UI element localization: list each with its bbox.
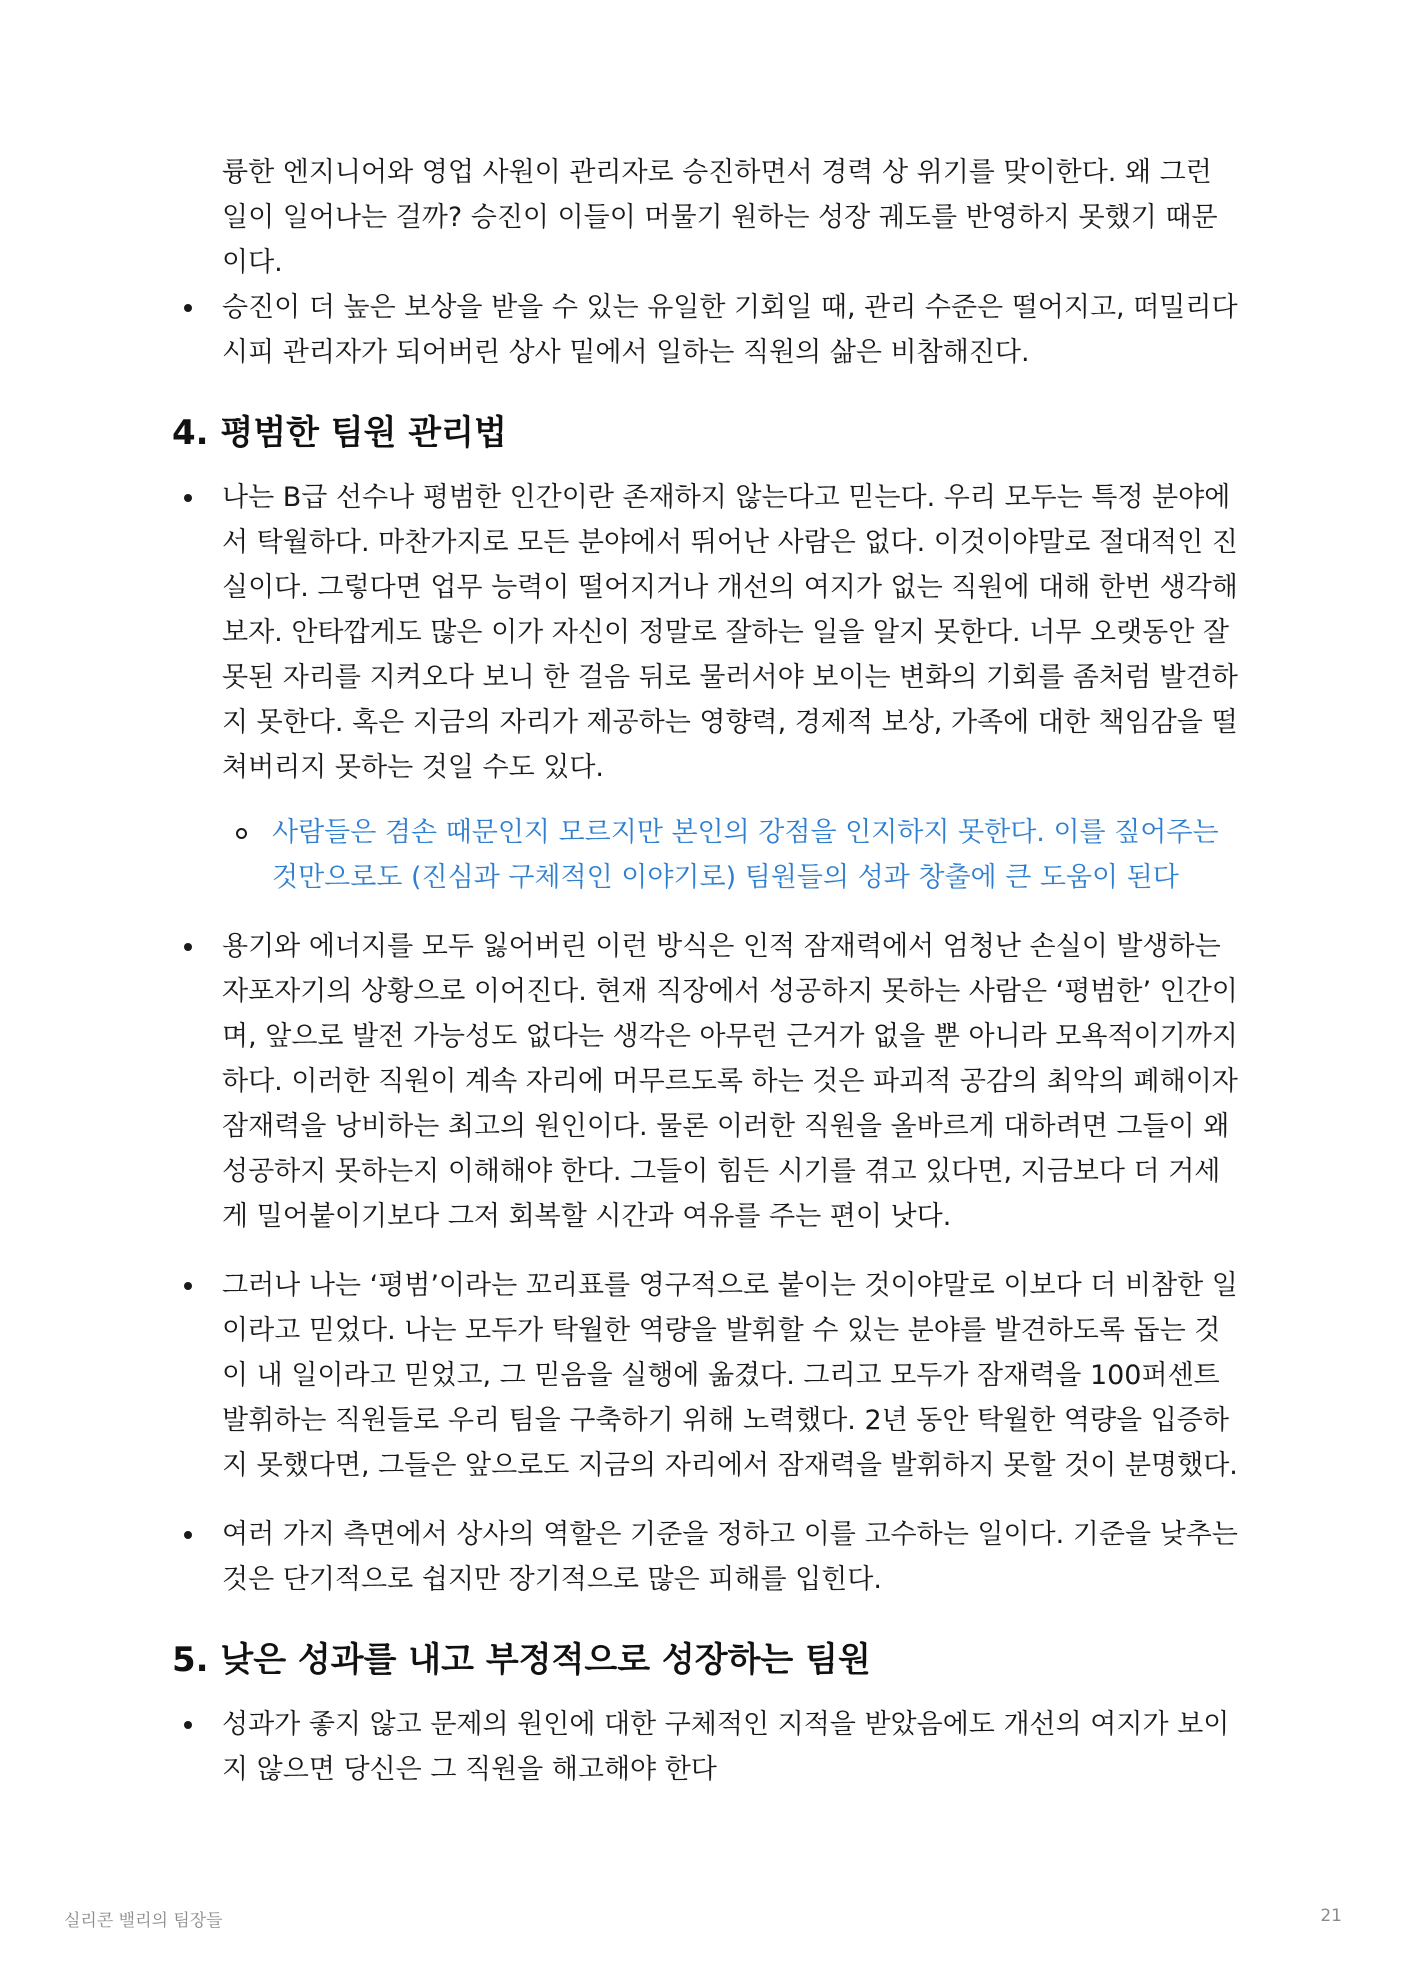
list-item: 승진이 더 높은 보상을 받을 수 있는 유일한 기회일 때, 관리 수준은 떨어지고, 떠밀리다시피 관리자가 되어버린 상사 밑에서 일하는 직원의 삶은 비참해진다. (172, 285, 1242, 375)
page-body (172, 150, 1242, 1792)
intro-bullet-list (172, 285, 1242, 375)
section-5-bullet-list (172, 1702, 1242, 1792)
list-item: 성과가 좋지 않고 문제의 원인에 대한 구체적인 지적을 받았음에도 개선의 여지가 보이지 않으면 당신은 그 직원을 해고해야 한다 (172, 1702, 1242, 1792)
sub-list-item: 사람들은 겸손 때문인지 모르지만 본인의 강점을 인지하지 못한다. 이를 짚어주는 것만으로도 (진심과 구체적인 이야기로) 팀원들의 성과 창출에 큰 도움이 된다 (222, 810, 1242, 900)
footer-book-title: 실리콘 밸리의 팀장들 (64, 1911, 223, 1931)
list-item: 용기와 에너지를 모두 잃어버린 이런 방식은 인적 잠재력에서 엄청난 손실이 발생하는 자포자기의 상황으로 이어진다. 현재 직장에서 성공하지 못하는 사람은 ‘평범한’ 인간이며, 앞으로 발전 가능성도 없다는 생각은 아무런 근거가 없을 뿐 아니라 모욕적이기까지 하다. 이러한 직원이 계속 자리에 머무르도록 하는 것은 파괴적 공감의 최악의 폐해이자 잠재력을 낭비하는 최고의 원인이다. 물론 이러한 직원을 올바르게 대하려면 그들이 왜 성공하지 못하는지 이해해야 한다. 그들이 힘든 시기를 겪고 있다면, 지금보다 더 거세게 밀어붙이기보다 그저 회복할 시간과 여유를 주는 편이 낫다. (172, 924, 1242, 1239)
list-item: 그러나 나는 ‘평범’이라는 꼬리표를 영구적으로 붙이는 것이야말로 이보다 더 비참한 일이라고 믿었다. 나는 모두가 탁월한 역량을 발휘할 수 있는 분야를 발견하도록 돕는 것이 내 일이라고 믿었고, 그 믿음을 실행에 옮겼다. 그리고 모두가 잠재력을 100퍼센트 발휘하는 직원들로 우리 팀을 구축하기 위해 노력했다. 2년 동안 탁월한 역량을 입증하지 못했다면, 그들은 앞으로도 지금의 자리에서 잠재력을 발휘하지 못할 것이 분명했다. (172, 1263, 1242, 1488)
section-4-heading: 4. 평범한 팀원 관리법 (172, 413, 507, 453)
intro-paragraph: 륭한 엔지니어와 영업 사원이 관리자로 승진하면서 경력 상 위기를 맞이한다. 왜 그런 일이 일어나는 걸까? 승진이 이들이 머물기 원하는 성장 궤도를 반영하지 못했기 때문이다. (222, 157, 1218, 278)
footer-page-number: 21 (1320, 1906, 1342, 1926)
section-5-heading: 5. 낮은 성과를 내고 부정적으로 성장하는 팀원 (172, 1640, 871, 1680)
bullet-text: 나는 B급 선수나 평범한 인간이란 존재하지 않는다고 믿는다. 우리 모두는 특정 분야에서 탁월하다. 마찬가지로 모든 분야에서 뛰어난 사람은 없다. 이것이야말로 절대적인 진실이다. 그렇다면 업무 능력이 떨어지거나 개선의 여지가 없는 직원에 대해 한번 생각해보자. 안타깝게도 많은 이가 자신이 정말로 잘하는 일을 알지 못한다. 너무 오랫동안 잘못된 자리를 지켜오다 보니 한 걸음 뒤로 물러서야 보이는 변화의 기회를 좀처럼 발견하지 못한다. 혹은 지금의 자리가 제공하는 영향력, 경제적 보상, 가족에 대한 책임감을 떨쳐버리지 못하는 것일 수도 있다. (222, 482, 1238, 783)
list-item (172, 475, 1242, 900)
section-4-bullet-list (172, 475, 1242, 1602)
sub-bullet-list (222, 810, 1242, 900)
list-item: 여러 가지 측면에서 상사의 역할은 기준을 정하고 이를 고수하는 일이다. 기준을 낮추는 것은 단기적으로 쉽지만 장기적으로 많은 피해를 입힌다. (172, 1512, 1242, 1602)
